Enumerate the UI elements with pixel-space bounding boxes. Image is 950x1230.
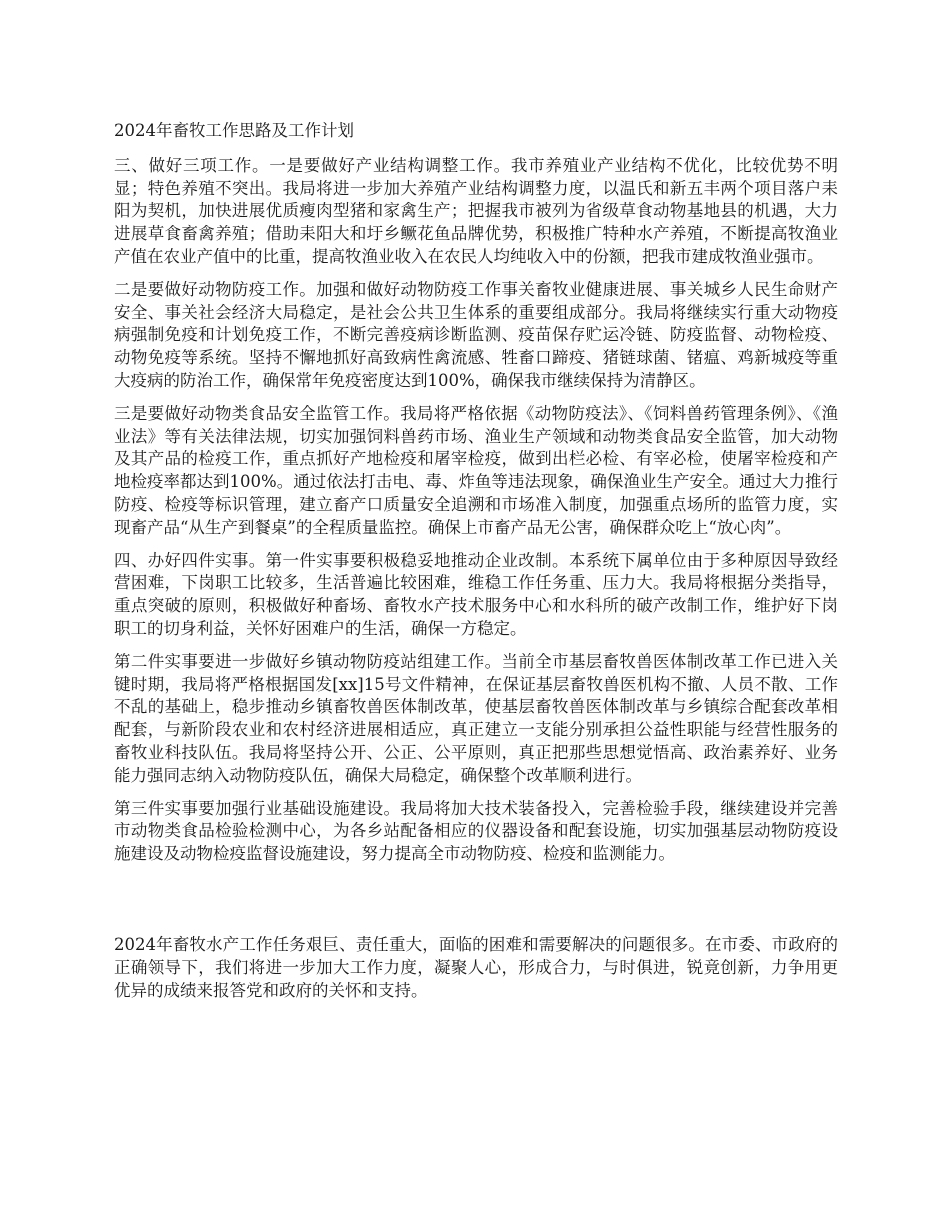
paragraph-second-practical-matter: 第二件实事要进一步做好乡镇动物防疫站组建工作。当前全市基层畜牧兽医体制改革工作已进入关键时期，我局将严格根据国发[xx]15号文件精神，在保证基层畜牧兽医机构不撤、人员不散、工作不乱的基础上，稳步推动乡镇畜牧兽医体制改革，使基层畜牧兽医体制改革与乡镇综合配套改革相配套，与新阶段农业和农村经济进展相适应，真正建立一支能分别承担公益性职能与经营性服务的畜牧业科技队伍。我局将坚持公开、公正、公平原则，真正把那些思想觉悟高、政治素养好、业务能力强同志纳入动物防疫队伍，确保大局稳定，确保整个改革顺利进行。 bbox=[114, 651, 838, 785]
paragraph-three-tasks: 三、做好三项工作。一是要做好产业结构调整工作。我市养殖业产业结构不优化，比较优势不明显；特色养殖不突出。我局将进一步加大养殖产业结构调整力度，以温氏和新五丰两个项目落户耒阳为契机，加快进展优质瘦肉型猪和家禽生产；把握我市被列为省级草食动物基地县的机遇，大力进展草食畜禽养殖；借助耒阳大和圩乡鳜花鱼品牌优势，积极推广特种水产养殖，不断提高牧渔业产值在农业产值中的比重，提高牧渔业收入在农民人均纯收入中的份额，把我市建成牧渔业强市。 bbox=[114, 155, 838, 266]
paragraph-four-practical-matters: 四、办好四件实事。第一件实事要积极稳妥地推动企业改制。本系统下属单位由于多种原因导致经营困难，下岗职工比较多，生活普遍比较困难，维稳工作任务重、压力大。我局将根据分类指导，重点突破的原则，积极做好种畜场、畜牧水产技术服务中心和水科所的破产改制工作，维护好下岗职工的切身利益，关怀好困难户的生活，确保一方稳定。 bbox=[114, 550, 838, 638]
paragraph-closing: 2024年畜牧水产工作任务艰巨、责任重大，面临的困难和需要解决的问题很多。在市委、市政府的正确领导下，我们将进一步加大工作力度，凝聚人心，形成合力，与时俱进，锐竟创新，力争用更优异的成绩来报答党和政府的关怀和支持。 bbox=[114, 934, 838, 1000]
document-title: 2024年畜牧工作思路及工作计划 bbox=[114, 121, 354, 140]
paragraph-animal-epidemic-prevention: 二是要做好动物防疫工作。加强和做好动物防疫工作事关畜牧业健康进展、事关城乡人民生命财产安全、事关社会经济大局稳定，是社会公共卫生体系的重要组成部分。我局将继续实行重大动物疫病强制免疫和计划免疫工作，不断完善疫病诊断监测、疫苗保存贮运冷链、防疫监督、动物检疫、动物免疫等系统。坚持不懈地抓好高致病性禽流感、牲畜口蹄疫、猪链球菌、锗瘟、鸡新城疫等重大疫病的防治工作，确保常年免疫密度达到100%，确保我市继续保持为清静区。 bbox=[114, 279, 838, 390]
document-page bbox=[114, 120, 838, 1012]
paragraph-food-safety-supervision: 三是要做好动物类食品安全监管工作。我局将严格依据《动物防疫法》、《饲料兽药管理条例》、《渔业法》等有关法律法规，切实加强饲料兽药市场、渔业生产领域和动物类食品安全监管，加大动物及其产品的检疫工作，重点抓好产地检疫和屠宰检疫，做到出栏必检、有宰必检，使屠宰检疫和产地检疫率都达到100%。通过依法打击电、毒、炸鱼等违法现象，确保渔业生产安全。通过大力推行防疫、检疫等标识管理，建立畜产口质量安全追溯和市场准入制度，加强重点场所的监管力度，实现畜产品“从生产到餐桌”的全程质量监控。确保上市畜产品无公害，确保群众吃上“放心肉”。 bbox=[114, 403, 838, 537]
paragraph-third-practical-matter: 第三件实事要加强行业基础设施建设。我局将加大技术装备投入，完善检验手段，继续建设并完善市动物类食品检验检测中心，为各乡站配备相应的仪器设备和配套设施，切实加强基层动物防疫设施建设及动物检疫监督设施建设，努力提高全市动物防疫、检疫和监测能力。 bbox=[114, 798, 838, 864]
